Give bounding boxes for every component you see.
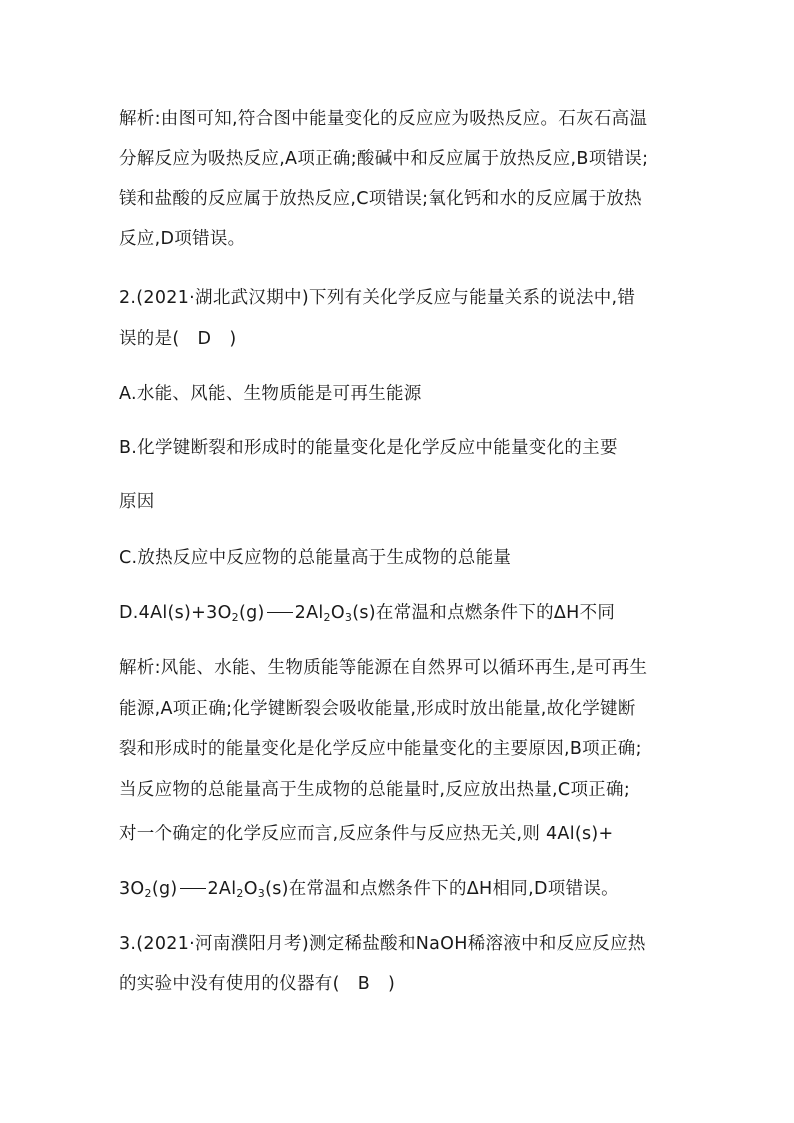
question-2-close-paren: ) <box>229 329 237 349</box>
question-3-stem-text: 的实验中没有使用的仪器有( <box>119 974 340 994</box>
question-2-stem-line-1: 2.(2021·湖北武汉期中)下列有关化学反应与能量关系的说法中,错 <box>119 288 636 308</box>
option-d-equation-mid: (g) <box>238 603 265 623</box>
question-2-answer: D <box>197 329 212 349</box>
analysis-2-sub-1: 2 <box>144 887 152 900</box>
question-2-option-a: A.水能、风能、生物质能是可再生能源 <box>119 384 422 404</box>
option-d-product: 2Al <box>294 603 324 623</box>
analysis-1-line-2: 分解反应为吸热反应,A项正确;酸碱中和反应属于放热反应,B项错误; <box>119 149 649 169</box>
analysis-2-line-5: 对一个确定的化学反应而言,反应条件与反应热无关,则 4Al(s)+ <box>119 824 614 844</box>
analysis-2-sub-2: 2 <box>236 887 244 900</box>
reaction-arrow-icon <box>267 612 293 613</box>
question-2-option-c: C.放热反应中反应物的总能量高于生成物的总能量 <box>119 548 512 568</box>
option-d-equation-start: D.4Al(s)+3O <box>119 603 232 623</box>
question-3-stem-line-1: 3.(2021·河南濮阳月考)测定稀盐酸和NaOH稀溶液中和反应反应热 <box>119 934 646 954</box>
analysis-1-line-4: 反应,D项错误。 <box>119 229 246 249</box>
analysis-2-eq-start: 3O <box>119 879 145 899</box>
analysis-2-product-o: O <box>243 879 258 899</box>
analysis-2-line-4: 当反应物的总能量高于生成物的总能量时,反应放出热量,C项正确; <box>119 780 631 800</box>
analysis-2-product: 2Al <box>207 879 237 899</box>
question-2-option-b-line-1: B.化学键断裂和形成时的能量变化是化学反应中能量变化的主要 <box>119 438 618 458</box>
question-2-stem-text: 误的是( <box>119 329 180 349</box>
question-2-option-b-line-2: 原因 <box>119 492 155 512</box>
analysis-2-line-2: 能源,A项正确;化学键断裂会吸收能量,形成时放出能量,故化学键断 <box>119 699 636 719</box>
option-d-sub-2: 2 <box>323 611 331 624</box>
analysis-2-line-1: 解析:风能、水能、生物质能等能源在自然界可以循环再生,是可再生 <box>119 658 648 678</box>
question-2-stem-line-2 <box>119 327 236 351</box>
analysis-2-eq-mid: (g) <box>151 879 178 899</box>
option-d-tail: (s)在常温和点燃条件下的ΔH不同 <box>352 603 616 623</box>
question-2-option-d <box>119 601 615 625</box>
reaction-arrow-icon <box>180 888 206 889</box>
analysis-2-sub-3: 3 <box>257 887 266 900</box>
analysis-2-line-3: 裂和形成时的能量变化是化学反应中能量变化的主要原因,B项正确; <box>119 739 642 759</box>
option-d-product-o: O <box>330 603 345 623</box>
analysis-1-line-1: 解析:由图可知,符合图中能量变化的反应应为吸热反应。石灰石高温 <box>119 109 648 129</box>
analysis-1-line-3: 镁和盐酸的反应属于放热反应,C项错误;氧化钙和水的反应属于放热 <box>119 189 642 209</box>
question-3-answer: B <box>357 974 371 994</box>
option-d-sub-3: 3 <box>344 611 353 624</box>
question-3-stem-line-2 <box>119 972 395 996</box>
option-d-sub-1: 2 <box>231 611 239 624</box>
question-3-close-paren: ) <box>388 974 396 994</box>
analysis-2-tail: (s)在常温和点燃条件下的ΔH相同,D项错误。 <box>265 879 619 899</box>
analysis-2-line-6 <box>119 877 619 901</box>
